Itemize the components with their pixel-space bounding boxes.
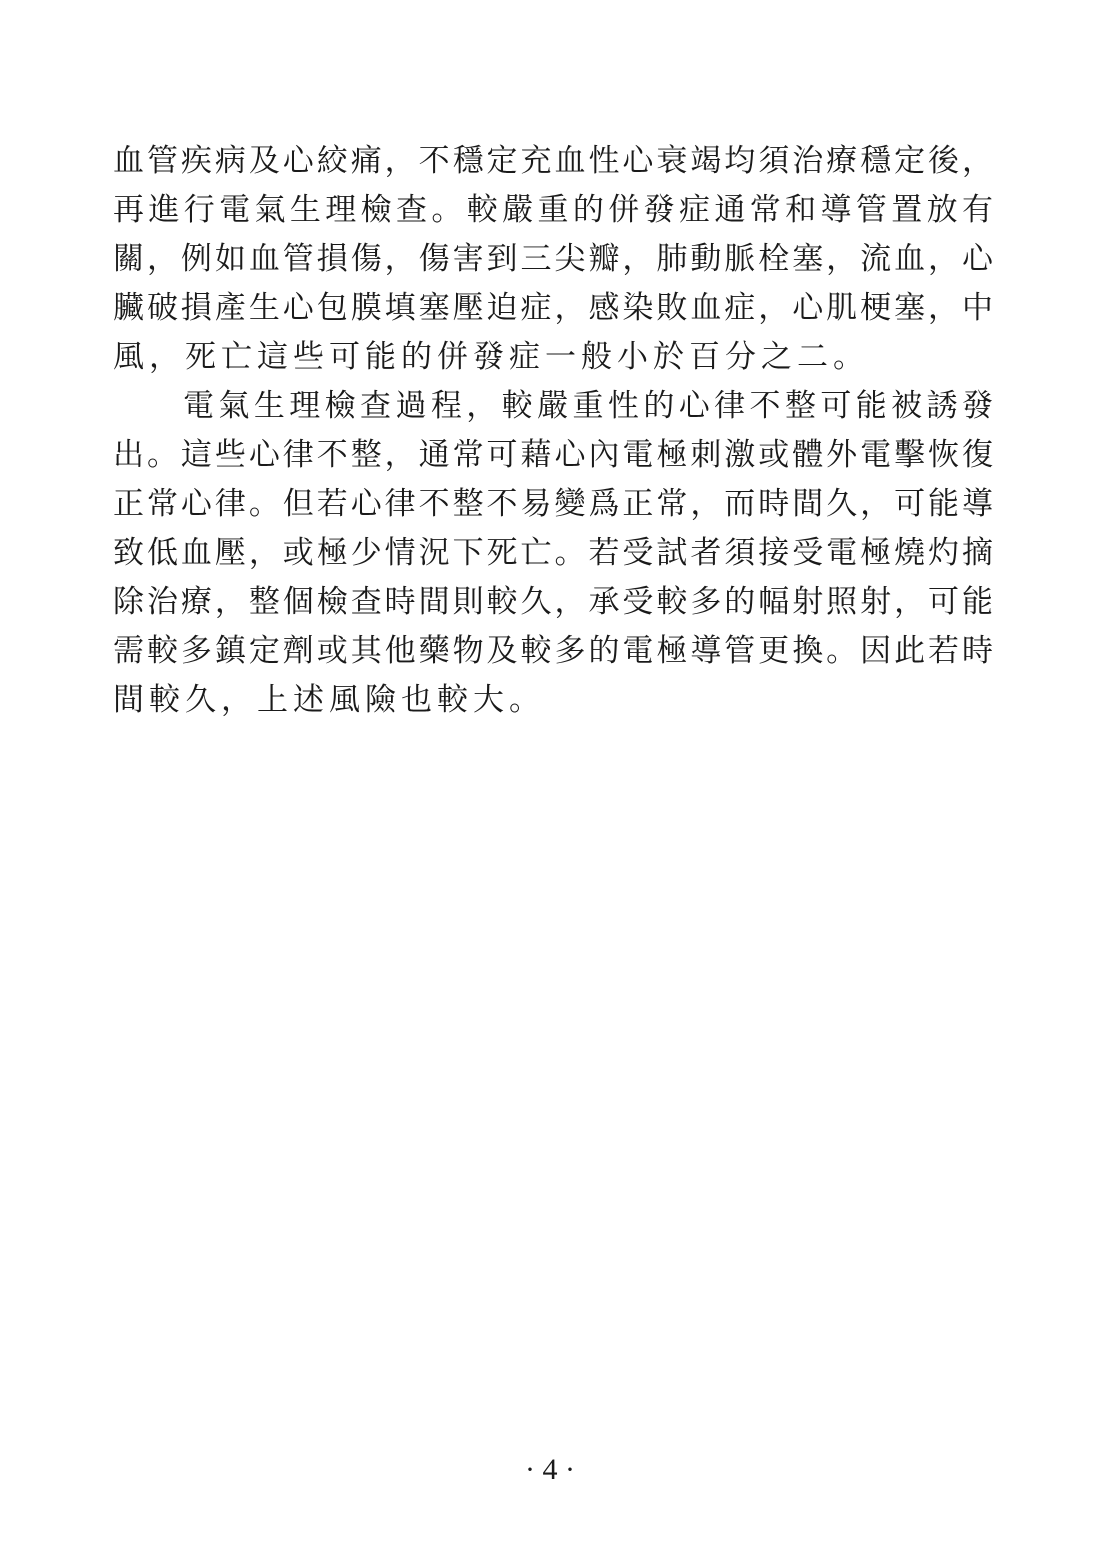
text-line: 致低血壓，或極少情況下死亡。若受試者須接受電極燒灼摘 <box>113 535 993 571</box>
text-line-paragraph-start: 電氣生理檢查過程，較嚴重性的心律不整可能被誘發 <box>183 388 993 424</box>
text-line: 臟破損產生心包膜填塞壓迫症，感染敗血症，心肌梗塞，中 <box>113 290 993 326</box>
text-line: 出。這些心律不整，通常可藉心內電極刺激或體外電擊恢復 <box>113 437 993 473</box>
text-line: 間較久，上述風險也較大。 <box>113 682 545 718</box>
body-text <box>113 137 993 725</box>
text-line: 正常心律。但若心律不整不易變爲正常，而時間久，可能導 <box>113 486 993 522</box>
text-line: 需較多鎮定劑或其他藥物及較多的電極導管更換。因此若時 <box>113 633 993 669</box>
text-line: 關，例如血管損傷，傷害到三尖瓣，肺動脈栓塞，流血，心 <box>113 241 993 277</box>
text-line: 血管疾病及心絞痛，不穩定充血性心衰竭均須治療穩定後， <box>113 143 993 179</box>
text-line: 除治療，整個檢查時間則較久，承受較多的幅射照射，可能 <box>113 584 993 620</box>
text-line: 風，死亡這些可能的併發症一般小於百分之二。 <box>113 339 869 375</box>
text-line: 再進行電氣生理檢查。較嚴重的併發症通常和導管置放有 <box>113 192 993 228</box>
page-number: · 4 · <box>525 1453 575 1486</box>
